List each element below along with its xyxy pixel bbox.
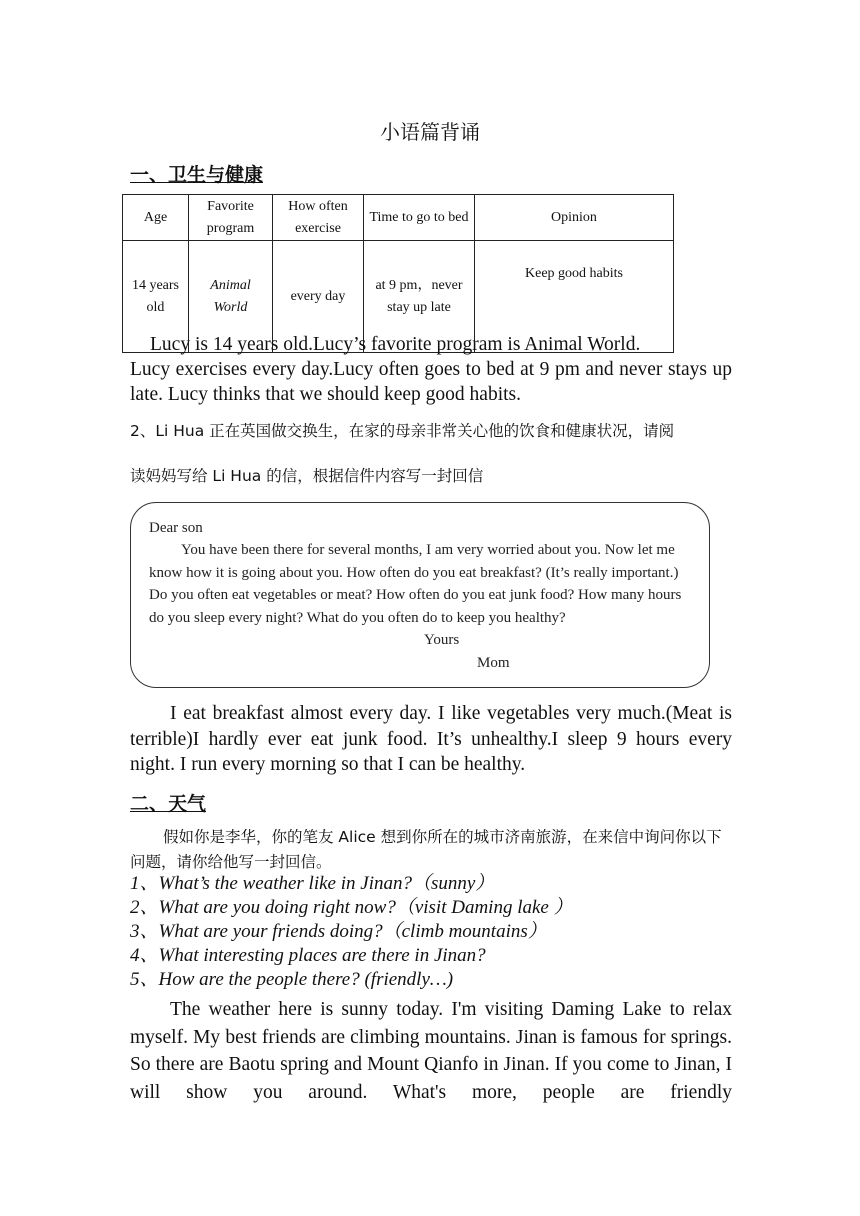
letter-line: You have been there for several months, I am very worried about you. Now let me	[181, 542, 675, 558]
question-item: 2、What are you doing right now?（visit Daming lake ）	[130, 897, 573, 918]
letter-signature: Mom	[477, 655, 510, 671]
page-title: 小语篇背诵	[380, 120, 480, 144]
header-opinion: Opinion	[475, 195, 674, 241]
header-exercise: How often exercise	[273, 195, 364, 241]
section-heading-health: 一、卫生与健康	[130, 164, 264, 186]
mom-letter-box	[130, 502, 710, 688]
letter-line: do you sleep every night? What do you often do to keep you healthy?	[149, 610, 566, 626]
letter-greeting: Dear son	[149, 520, 203, 536]
question-item: 1、What’s the weather like in Jinan?（sunny）	[130, 873, 495, 894]
letter-line: Do you often eat vegetables or meat? How often do you eat junk food? How many hours	[149, 587, 682, 603]
cell-bedtime: at 9 pm，never stay up late	[364, 241, 475, 353]
weather-answer-paragraph: The weather here is sunny today. I'm visiting Daming Lake to relax myself. My best friends are climbing mountains. Jinan is famous for springs. So there are Baotu spring and Mount Qianfo in Jinan. If you come to Jinan, I will show you around. What's more, people are friendly	[130, 999, 732, 1103]
task2-instruction-line1: 2、Li Hua 正在英国做交换生，在家的母亲非常关心他的饮食和健康状况，请阅	[130, 422, 675, 440]
task2-instruction-line2: 读妈妈写给 Li Hua 的信，根据信件内容写一封回信	[130, 467, 484, 485]
section-heading-weather: 二、天气	[130, 793, 207, 815]
survey-table	[122, 194, 674, 353]
weather-task-intro: 假如你是李华，你的笔友 Alice 想到你所在的城市济南旅游，在来信中询问你以下问题，请你给他写一封回信。	[130, 828, 722, 871]
header-bedtime: Time to go to bed	[364, 195, 475, 241]
lucy-paragraph: Lucy exercises every day.Lucy often goes to bed at 9 pm and never stays up late. Lucy thinks that we should keep good habits.	[130, 359, 732, 405]
letter-line: know how it is going about you. How often do you eat breakfast? (It’s really important.)	[149, 565, 679, 581]
lucy-paragraph-line1: Lucy is 14 years old.Lucy’s favorite program is Animal World.	[150, 334, 641, 355]
reply-paragraph: I eat breakfast almost every day. I like vegetables very much.(Meat is terrible)I hardly ever eat junk food. It’s unhealthy.I sleep 9 hours every night. I run every morning so that I can be healthy.	[130, 703, 732, 775]
letter-closing: Yours	[424, 632, 460, 648]
question-item: 5、How are the people there? (friendly…)	[130, 969, 454, 990]
question-item: 3、What are your friends doing?（climb mountains）	[130, 921, 547, 942]
table-header-row	[123, 195, 674, 241]
question-item: 4、What interesting places are there in Jinan?	[130, 945, 486, 966]
cell-opinion: Keep good habits	[475, 241, 674, 353]
header-age: Age	[123, 195, 189, 241]
header-favorite-program: Favorite program	[189, 195, 273, 241]
cell-age: 14 years old	[123, 241, 189, 353]
cell-exercise: every day	[273, 241, 364, 353]
cell-program: Animal World	[189, 241, 273, 353]
